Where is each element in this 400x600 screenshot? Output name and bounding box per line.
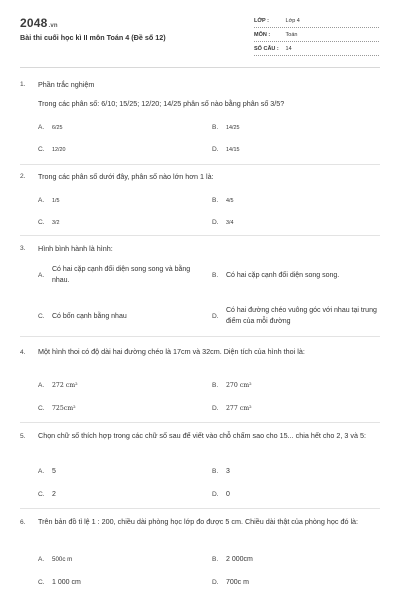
option-value: 4/5 xyxy=(226,198,234,204)
option-value: Có hai cặp cạnh đối diện song song. xyxy=(226,272,340,279)
meta-count-value: 14 xyxy=(285,46,292,52)
meta-subject xyxy=(254,32,379,38)
option-value: 5 xyxy=(52,468,56,475)
section-title: Phần trắc nghiệm xyxy=(38,80,95,89)
option-a[interactable] xyxy=(38,197,60,204)
option-letter: A. xyxy=(38,197,45,204)
exam-header xyxy=(0,0,400,62)
option-letter: D. xyxy=(212,491,219,498)
option-c[interactable] xyxy=(38,405,76,412)
option-letter: C. xyxy=(38,313,45,320)
option-letter: C. xyxy=(38,491,45,498)
option-a[interactable] xyxy=(38,265,213,289)
meta-class xyxy=(254,18,379,24)
option-letter: A. xyxy=(38,382,45,389)
option-value: 3 xyxy=(226,468,230,475)
option-value: Có bốn cạnh bằng nhau xyxy=(52,313,127,320)
option-letter: B. xyxy=(212,197,219,204)
option-letter: C. xyxy=(38,579,45,586)
option-value: 2 xyxy=(52,491,56,498)
option-d[interactable] xyxy=(212,306,387,330)
option-d[interactable] xyxy=(212,146,240,153)
option-c[interactable] xyxy=(38,312,213,326)
option-value: Có hai đường chéo vuông góc với nhau tại trung điểm của mỗi đường xyxy=(226,307,377,325)
option-value: 2 000cm xyxy=(226,556,253,563)
option-a[interactable] xyxy=(38,468,56,475)
option-value: Có hai cặp cạnh đối diện song song và bằng nhau. xyxy=(52,266,191,284)
option-value: 277 cm² xyxy=(226,405,252,412)
option-letter: D. xyxy=(212,313,219,320)
question-text: Chọn chữ số thích hợp trong các chữ số sau để viết vào chỗ chấm sao cho 15... chia hết cho 2, 3 và 5: xyxy=(38,431,366,440)
option-letter: D. xyxy=(212,146,219,153)
question-text: Trong các phân số: 6/10; 15/25; 12/20; 14/25 phân số nào bằng phân số 3/5? xyxy=(38,99,285,108)
option-letter: C. xyxy=(38,405,45,412)
meta-class-label: LỚP : xyxy=(254,18,269,24)
option-letter: A. xyxy=(38,272,45,279)
site-logo[interactable] xyxy=(20,16,58,30)
question-text: Trong các phân số dưới đây, phân số nào lớn hơn 1 là: xyxy=(38,172,214,181)
question-divider xyxy=(20,235,380,236)
logo-main: 2048 xyxy=(20,16,48,30)
question-text: Hình bình hành là hình: xyxy=(38,244,113,253)
option-value: 272 cm² xyxy=(52,382,78,389)
option-letter: B. xyxy=(212,468,219,475)
option-b[interactable] xyxy=(212,468,230,475)
question-number: 1. xyxy=(20,81,26,88)
question-divider xyxy=(20,422,380,423)
option-d[interactable] xyxy=(212,579,249,586)
meta-subject-value: Toán xyxy=(285,32,298,38)
option-value: 0 xyxy=(226,491,230,498)
option-d[interactable] xyxy=(212,405,252,412)
question-divider xyxy=(20,336,380,337)
question-divider xyxy=(20,508,380,509)
question-text: Trên bản đồ tỉ lệ 1 : 200, chiều dài phòng học lớp đo được 5 cm. Chiều dài thật của phòng học đó là: xyxy=(38,517,359,526)
option-value: 270 cm² xyxy=(226,382,252,389)
option-value: 3/2 xyxy=(52,220,60,226)
option-d[interactable] xyxy=(212,491,230,498)
option-value: 700c m xyxy=(226,579,249,586)
meta-divider xyxy=(254,41,379,42)
option-b[interactable] xyxy=(212,197,234,204)
header-divider xyxy=(20,67,380,68)
meta-divider xyxy=(254,55,379,56)
option-letter: B. xyxy=(212,124,219,131)
option-value: 14/15 xyxy=(226,147,240,153)
option-a[interactable] xyxy=(38,556,72,563)
option-letter: B. xyxy=(212,382,219,389)
question-text: Một hình thoi có độ dài hai đường chéo là 17cm và 32cm. Diện tích của hình thoi là: xyxy=(38,347,305,356)
meta-subject-label: MÔN : xyxy=(254,32,271,38)
question-divider xyxy=(20,164,380,165)
logo-sub: .vn xyxy=(48,23,58,29)
option-value: 500c m xyxy=(52,556,73,563)
option-letter: D. xyxy=(212,579,219,586)
option-d[interactable] xyxy=(212,219,234,226)
option-c[interactable] xyxy=(38,491,56,498)
meta-count xyxy=(254,46,379,52)
option-letter: B. xyxy=(212,272,219,279)
option-letter: A. xyxy=(38,556,45,563)
option-b[interactable] xyxy=(212,556,253,563)
question-number: 2. xyxy=(20,173,26,180)
exam-title: Bài thi cuối học kì II môn Toán 4 (Đề số 12) xyxy=(20,33,166,42)
meta-divider xyxy=(254,27,379,28)
option-value: 1/5 xyxy=(52,198,60,204)
option-letter: D. xyxy=(212,405,219,412)
option-b[interactable] xyxy=(212,271,387,285)
option-letter: D. xyxy=(212,219,219,226)
question-number: 5. xyxy=(20,433,26,440)
meta-count-label: SỐ CÂU : xyxy=(254,46,279,52)
option-a[interactable] xyxy=(38,124,63,131)
option-c[interactable] xyxy=(38,219,60,226)
option-value: 6/25 xyxy=(52,125,63,131)
option-b[interactable] xyxy=(212,124,240,131)
option-value: 3/4 xyxy=(226,220,234,226)
option-value: 12/20 xyxy=(52,147,66,153)
meta-class-value: Lớp 4 xyxy=(285,18,300,24)
option-c[interactable] xyxy=(38,146,66,153)
option-value: 14/25 xyxy=(226,125,240,131)
option-b[interactable] xyxy=(212,382,252,389)
option-value: 1 000 cm xyxy=(52,579,81,586)
option-letter: B. xyxy=(212,556,219,563)
question-number: 3. xyxy=(20,245,26,252)
question-number: 6. xyxy=(20,519,26,526)
option-c[interactable] xyxy=(38,579,81,586)
option-letter: C. xyxy=(38,146,45,153)
option-letter: A. xyxy=(38,468,45,475)
option-letter: C. xyxy=(38,219,45,226)
option-value: 725cm² xyxy=(52,405,76,412)
question-number: 4. xyxy=(20,349,26,356)
option-a[interactable] xyxy=(38,382,78,389)
option-letter: A. xyxy=(38,124,45,131)
